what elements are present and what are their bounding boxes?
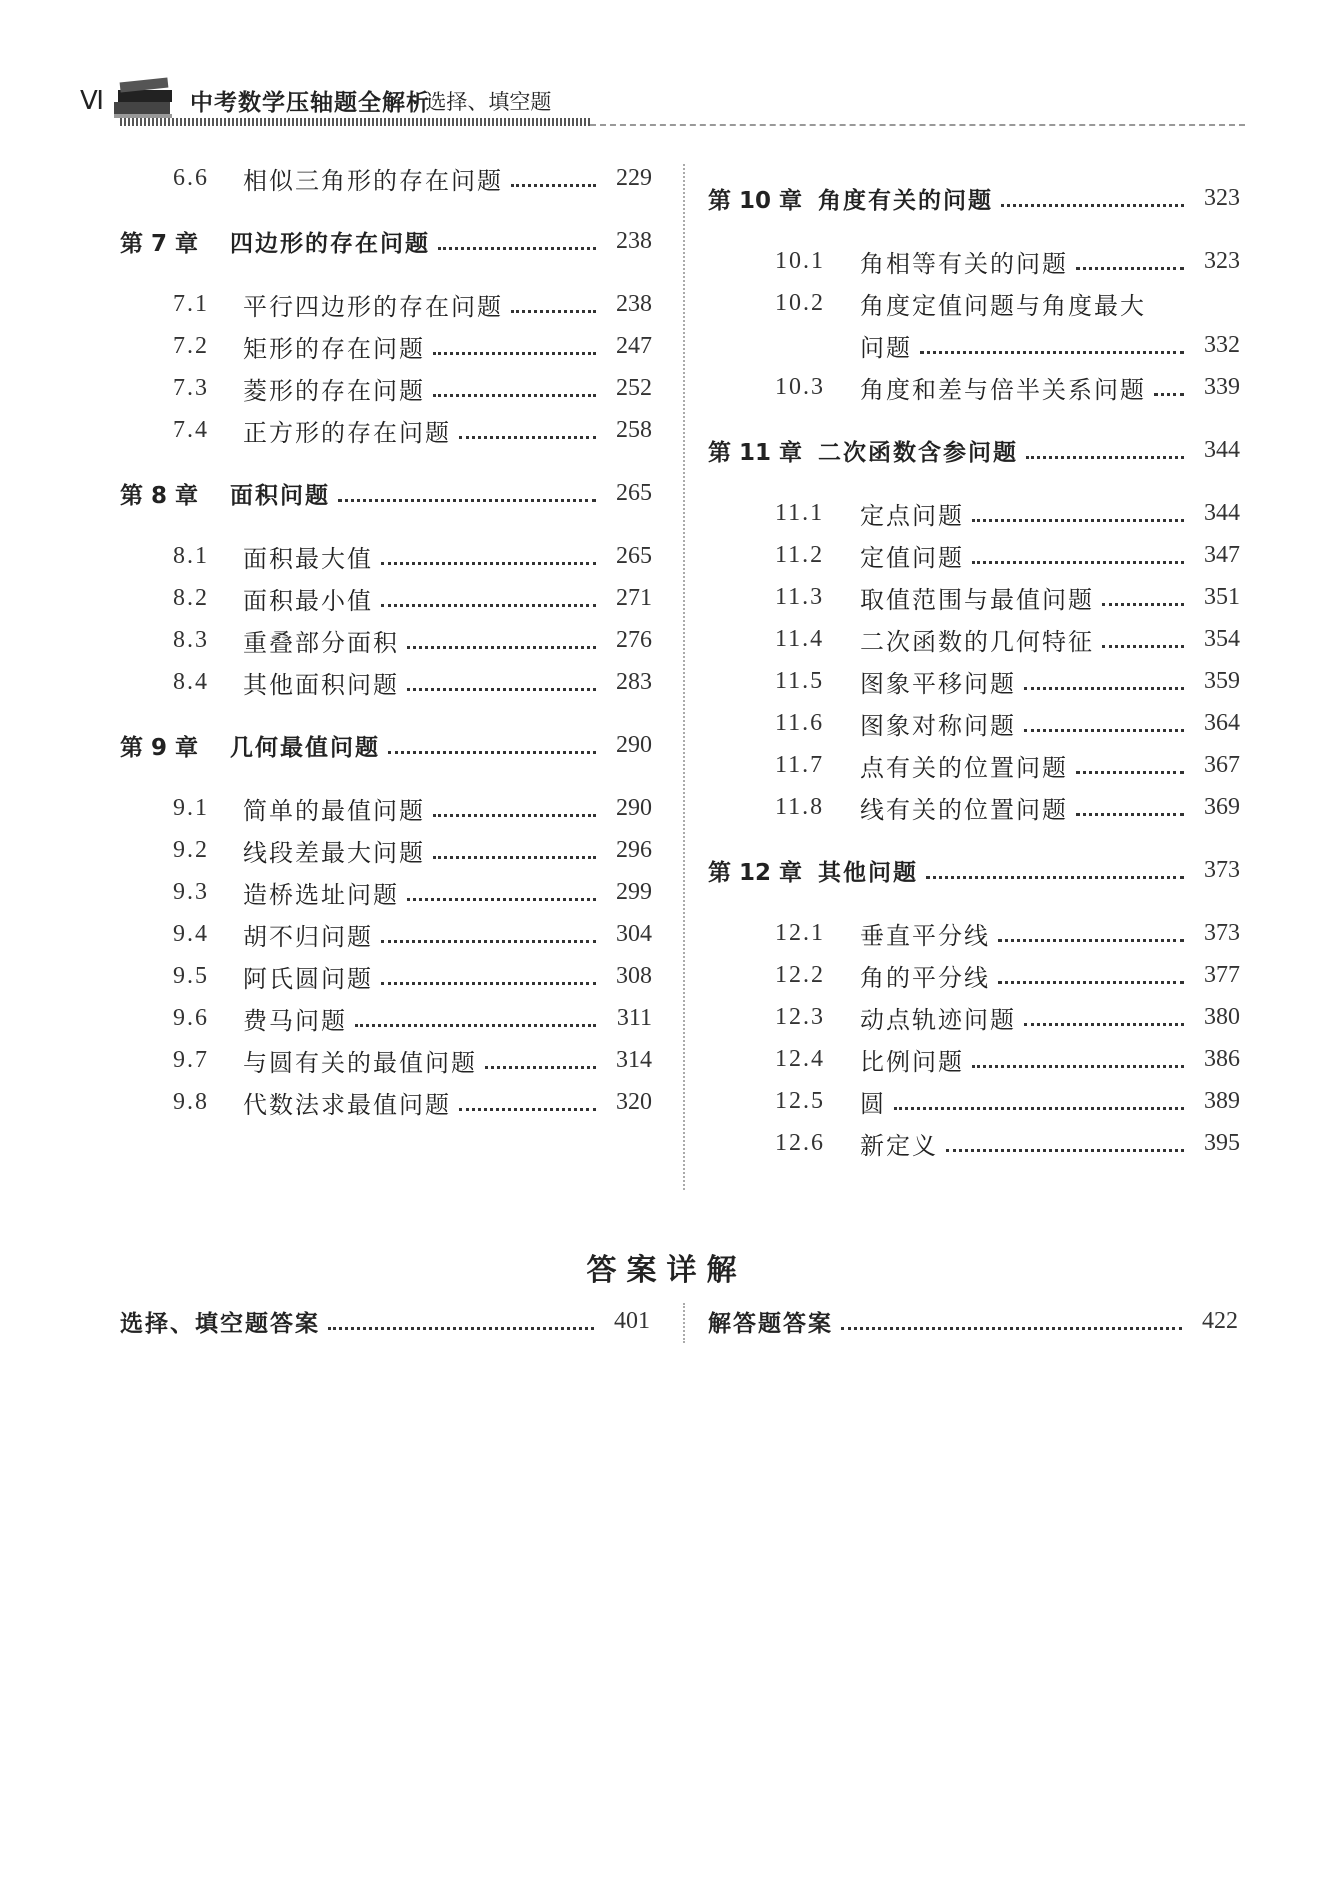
toc-section-entry[interactable] <box>173 958 652 994</box>
toc-chapter-entry[interactable] <box>120 727 652 763</box>
leader-dots <box>438 233 596 250</box>
entry-title: 比例问题 <box>860 1047 964 1076</box>
entry-page: 229 <box>616 164 652 191</box>
entry-title: 二次函数含参问题 <box>818 439 1018 466</box>
entry-page: 389 <box>1204 1087 1240 1114</box>
entry-page: 311 <box>616 1004 652 1031</box>
section-number: 7.3 <box>173 374 209 401</box>
leader-dots <box>381 926 596 943</box>
leader-dots <box>1102 589 1184 606</box>
section-number: 10.2 <box>775 289 825 316</box>
leader-dots <box>381 590 596 607</box>
entry-title: 重叠部分面积 <box>243 628 399 657</box>
entry-page: 304 <box>616 920 652 947</box>
leader-dots <box>1024 715 1184 732</box>
section-number: 9.2 <box>173 836 209 863</box>
toc-entry-answers-choice[interactable] <box>120 1303 650 1339</box>
entry-title: 角度有关的问题 <box>818 187 993 214</box>
entry-page: 351 <box>1204 583 1240 610</box>
entry-page: 344 <box>1204 499 1240 526</box>
entry-title: 正方形的存在问题 <box>243 418 451 447</box>
header-rule <box>590 124 1245 126</box>
leader-dots <box>433 338 596 355</box>
entry-title: 问题 <box>860 333 912 362</box>
entry-title: 平行四边形的存在问题 <box>243 292 503 321</box>
chapter-label: 第 7 章 <box>120 230 199 257</box>
toc-section-entry[interactable] <box>775 495 1240 531</box>
entry-page: 276 <box>616 626 652 653</box>
entry-page: 344 <box>1204 436 1240 463</box>
entry-page: 247 <box>616 332 652 359</box>
leader-dots <box>459 1094 596 1111</box>
answer-divider <box>683 1303 685 1343</box>
entry-page: 367 <box>1204 751 1240 778</box>
entry-page: 373 <box>1204 919 1240 946</box>
entry-page: 320 <box>616 1088 652 1115</box>
toc-section-entry[interactable] <box>775 747 1240 783</box>
leader-dots <box>1102 631 1184 648</box>
entry-title: 垂直平分线 <box>860 921 990 950</box>
entry-title: 菱形的存在问题 <box>243 376 425 405</box>
entry-page: 290 <box>616 731 652 758</box>
toc-section-entry[interactable] <box>775 705 1240 741</box>
section-number: 11.2 <box>775 541 825 568</box>
entry-page: 369 <box>1204 793 1240 820</box>
section-number: 7.1 <box>173 290 209 317</box>
toc-section-entry[interactable] <box>173 328 652 364</box>
section-number: 10.1 <box>775 247 825 274</box>
leader-dots <box>841 1313 1182 1330</box>
chapter-label: 第 9 章 <box>120 734 199 761</box>
leader-dots <box>972 547 1184 564</box>
toc-section-entry[interactable] <box>775 243 1240 279</box>
toc-section-entry[interactable] <box>173 1000 652 1036</box>
toc-section-entry[interactable] <box>173 538 652 574</box>
section-number: 8.1 <box>173 542 209 569</box>
leader-dots <box>1001 190 1184 207</box>
leader-dots <box>328 1313 594 1330</box>
entry-title: 面积最小值 <box>243 586 373 615</box>
section-number: 12.1 <box>775 919 825 946</box>
page-numeral: Ⅵ <box>80 86 103 115</box>
section-number: 8.2 <box>173 584 209 611</box>
entry-title: 解答题答案 <box>708 1310 833 1337</box>
entry-page: 290 <box>616 794 652 821</box>
entry-title: 角度和差与倍半关系问题 <box>860 375 1146 404</box>
entry-title: 选择、填空题答案 <box>120 1310 320 1337</box>
toc-section-entry[interactable] <box>173 580 652 616</box>
leader-dots <box>433 842 596 859</box>
section-number: 6.6 <box>173 164 209 191</box>
section-number: 7.4 <box>173 416 209 443</box>
toc-section-entry[interactable] <box>173 622 652 658</box>
entry-title: 二次函数的几何特征 <box>860 627 1094 656</box>
leader-dots <box>998 925 1184 942</box>
toc-section-entry[interactable] <box>173 286 652 322</box>
toc-section-entry[interactable] <box>775 789 1240 825</box>
entry-page: 283 <box>616 668 652 695</box>
entry-title: 图象对称问题 <box>860 711 1016 740</box>
section-number: 11.1 <box>775 499 825 526</box>
section-number: 11.3 <box>775 583 825 610</box>
leader-dots <box>485 1052 596 1069</box>
entry-page: 422 <box>1202 1307 1238 1334</box>
entry-page: 386 <box>1204 1045 1240 1072</box>
entry-title: 线有关的位置问题 <box>860 795 1068 824</box>
entry-page: 265 <box>616 479 652 506</box>
section-number: 12.3 <box>775 1003 825 1030</box>
leader-dots <box>381 548 596 565</box>
entry-page: 323 <box>1204 184 1240 211</box>
entry-page: 395 <box>1204 1129 1240 1156</box>
leader-dots <box>1154 379 1184 396</box>
toc-section-entry[interactable] <box>173 664 652 700</box>
entry-title: 面积最大值 <box>243 544 373 573</box>
entry-title: 定点问题 <box>860 501 964 530</box>
entry-title: 其他问题 <box>818 859 918 886</box>
section-number: 7.2 <box>173 332 209 359</box>
section-number: 11.8 <box>775 793 825 820</box>
toc-section-entry[interactable] <box>173 412 652 448</box>
entry-title: 新定义 <box>860 1131 938 1160</box>
entry-title: 面积问题 <box>230 482 330 509</box>
book-title: 中考数学压轴题全解析 <box>190 90 430 116</box>
leader-dots <box>388 737 596 754</box>
section-number: 9.7 <box>173 1046 209 1073</box>
toc-section-entry[interactable] <box>775 579 1240 615</box>
toc-section-entry[interactable] <box>775 537 1240 573</box>
entry-page: 238 <box>616 227 652 254</box>
toc-section-entry[interactable] <box>173 1084 652 1120</box>
toc-chapter-entry[interactable] <box>120 223 652 259</box>
toc-chapter-entry[interactable] <box>708 852 1240 888</box>
leader-dots <box>998 967 1184 984</box>
entry-page: 314 <box>616 1046 652 1073</box>
toc-section-entry[interactable] <box>775 915 1240 951</box>
entry-title: 取值范围与最值问题 <box>860 585 1094 614</box>
section-number: 12.4 <box>775 1045 825 1072</box>
entry-page: 238 <box>616 290 652 317</box>
section-number: 10.3 <box>775 373 825 400</box>
entry-page: 323 <box>1204 247 1240 274</box>
entry-title: 几何最值问题 <box>230 734 380 761</box>
entry-title: 造桥选址问题 <box>243 880 399 909</box>
book-subtitle: · 选择、填空题 <box>412 90 552 114</box>
toc-section-entry[interactable] <box>173 1042 652 1078</box>
section-number: 12.5 <box>775 1087 825 1114</box>
section-number: 8.3 <box>173 626 209 653</box>
toc-section-entry[interactable] <box>173 832 652 868</box>
toc-section-entry[interactable] <box>775 957 1240 993</box>
entry-page: 401 <box>614 1307 650 1334</box>
entry-title: 角度定值问题与角度最大 <box>860 291 1146 320</box>
toc-section-entry[interactable] <box>775 1083 1240 1119</box>
toc-entry-answers-solution[interactable] <box>708 1303 1238 1339</box>
toc-section-entry[interactable] <box>775 369 1240 405</box>
entry-title: 阿氏圆问题 <box>243 964 373 993</box>
entry-title: 图象平移问题 <box>860 669 1016 698</box>
entry-title: 动点轨迹问题 <box>860 1005 1016 1034</box>
toc-section-entry[interactable] <box>173 790 652 826</box>
section-number: 11.7 <box>775 751 825 778</box>
entry-title: 胡不归问题 <box>243 922 373 951</box>
entry-title: 矩形的存在问题 <box>243 334 425 363</box>
leader-dots <box>1076 757 1184 774</box>
toc-section-entry <box>775 285 1240 321</box>
column-divider <box>683 164 685 1190</box>
toc-chapter-entry[interactable] <box>708 180 1240 216</box>
leader-dots <box>972 505 1184 522</box>
answers-heading: 答案详解 <box>586 1253 747 1288</box>
entry-page: 373 <box>1204 856 1240 883</box>
leader-dots <box>355 1010 596 1027</box>
leader-dots <box>511 296 596 313</box>
header-stripe <box>120 118 590 126</box>
toc-section-entry[interactable] <box>775 1125 1240 1161</box>
section-number: 9.6 <box>173 1004 209 1031</box>
toc-section-entry[interactable] <box>173 874 652 910</box>
leader-dots <box>1076 799 1184 816</box>
entry-page: 377 <box>1204 961 1240 988</box>
entry-page: 354 <box>1204 625 1240 652</box>
leader-dots <box>459 422 596 439</box>
entry-page: 364 <box>1204 709 1240 736</box>
entry-title: 代数法求最值问题 <box>243 1090 451 1119</box>
entry-page: 296 <box>616 836 652 863</box>
entry-title: 点有关的位置问题 <box>860 753 1068 782</box>
entry-page: 252 <box>616 374 652 401</box>
leader-dots <box>1024 1009 1184 1026</box>
chapter-label: 第 10 章 <box>708 187 803 214</box>
entry-page: 258 <box>616 416 652 443</box>
entry-title: 线段差最大问题 <box>243 838 425 867</box>
section-number: 9.8 <box>173 1088 209 1115</box>
toc-section-entry-continued[interactable] <box>860 327 1240 363</box>
toc-section-entry[interactable] <box>173 370 652 406</box>
section-number: 9.3 <box>173 878 209 905</box>
chapter-label: 第 8 章 <box>120 482 199 509</box>
leader-dots <box>407 632 596 649</box>
leader-dots <box>407 884 596 901</box>
entry-title: 简单的最值问题 <box>243 796 425 825</box>
entry-page: 347 <box>1204 541 1240 568</box>
entry-title: 其他面积问题 <box>243 670 399 699</box>
entry-page: 332 <box>1204 331 1240 358</box>
entry-page: 271 <box>616 584 652 611</box>
leader-dots <box>926 862 1184 879</box>
leader-dots <box>511 170 596 187</box>
entry-page: 359 <box>1204 667 1240 694</box>
section-number: 9.1 <box>173 794 209 821</box>
entry-page: 308 <box>616 962 652 989</box>
entry-title: 与圆有关的最值问题 <box>243 1048 477 1077</box>
toc-section-entry[interactable] <box>173 160 652 196</box>
toc-chapter-entry[interactable] <box>708 432 1240 468</box>
chapter-label: 第 12 章 <box>708 859 803 886</box>
leader-dots <box>1024 673 1184 690</box>
entry-title: 相似三角形的存在问题 <box>243 166 503 195</box>
leader-dots <box>946 1135 1184 1152</box>
entry-title: 定值问题 <box>860 543 964 572</box>
leader-dots <box>1026 442 1184 459</box>
leader-dots <box>894 1093 1184 1110</box>
entry-title: 四边形的存在问题 <box>230 230 430 257</box>
entry-title: 费马问题 <box>243 1006 347 1035</box>
section-number: 12.2 <box>775 961 825 988</box>
books-icon <box>110 72 180 122</box>
toc-section-entry[interactable] <box>775 621 1240 657</box>
leader-dots <box>972 1051 1184 1068</box>
chapter-label: 第 11 章 <box>708 439 803 466</box>
leader-dots <box>407 674 596 691</box>
section-number: 9.5 <box>173 962 209 989</box>
leader-dots <box>338 485 596 502</box>
section-number: 11.5 <box>775 667 825 694</box>
entry-title: 圆 <box>860 1089 886 1118</box>
toc-chapter-entry[interactable] <box>120 475 652 511</box>
leader-dots <box>381 968 596 985</box>
leader-dots <box>1076 253 1184 270</box>
entry-page: 299 <box>616 878 652 905</box>
leader-dots <box>920 337 1184 354</box>
toc-section-entry[interactable] <box>775 999 1240 1035</box>
toc-section-entry[interactable] <box>775 663 1240 699</box>
toc-section-entry[interactable] <box>775 1041 1240 1077</box>
entry-title: 角的平分线 <box>860 963 990 992</box>
section-number: 8.4 <box>173 668 209 695</box>
page-header <box>0 0 1333 140</box>
leader-dots <box>433 800 596 817</box>
entry-page: 265 <box>616 542 652 569</box>
entry-title: 角相等有关的问题 <box>860 249 1068 278</box>
section-number: 9.4 <box>173 920 209 947</box>
section-number: 11.4 <box>775 625 825 652</box>
section-number: 11.6 <box>775 709 825 736</box>
section-number: 12.6 <box>775 1129 825 1156</box>
toc-section-entry[interactable] <box>173 916 652 952</box>
entry-page: 380 <box>1204 1003 1240 1030</box>
entry-page: 339 <box>1204 373 1240 400</box>
leader-dots <box>433 380 596 397</box>
